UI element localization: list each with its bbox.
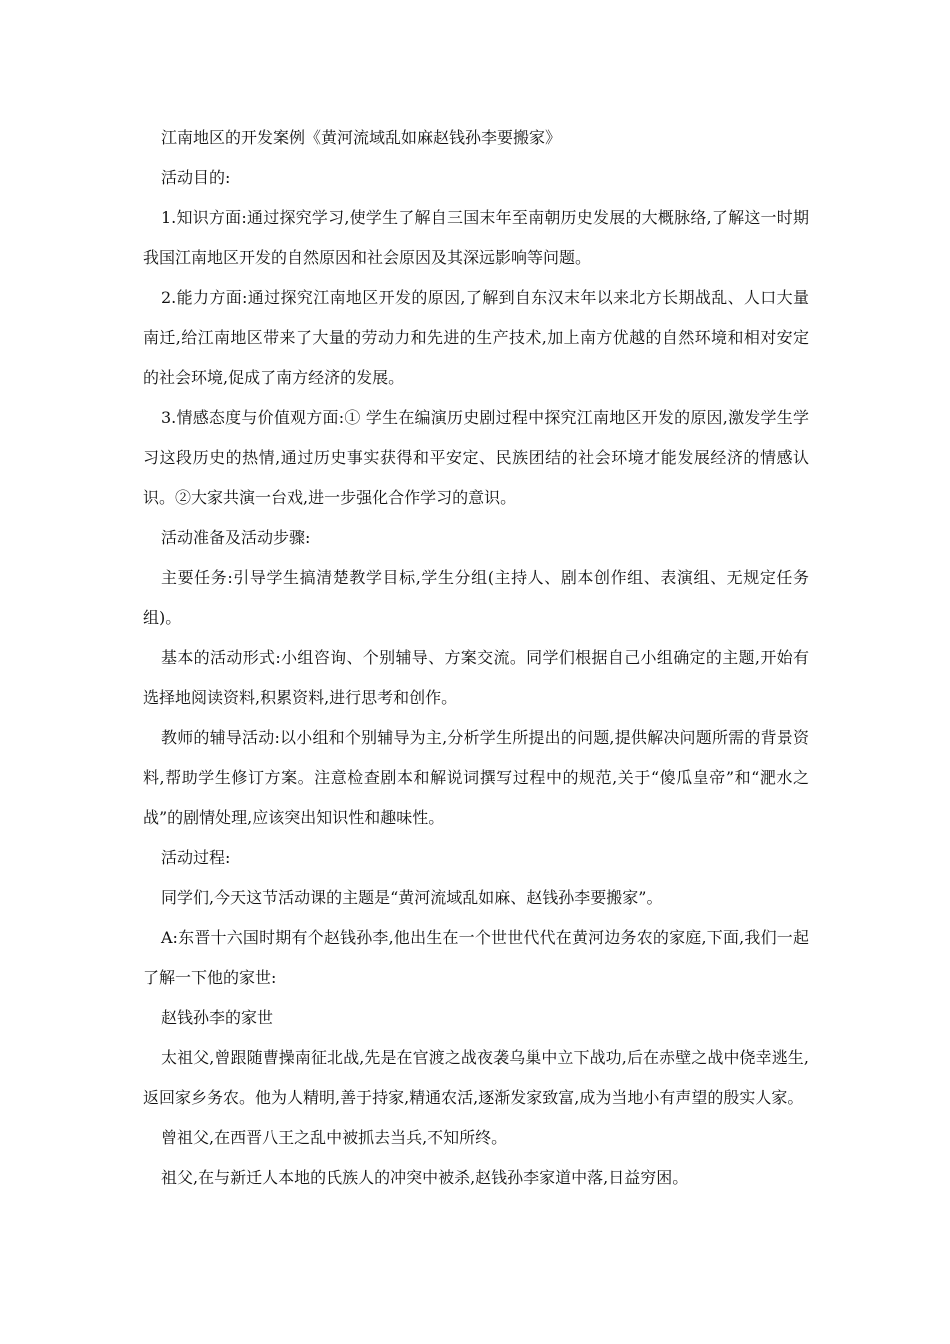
paragraph-great-great-grandfather: 太祖父,曾跟随曹操南征北战,先是在官渡之战夜袭乌巢中立下战功,后在赤壁之战中侥幸逃生,返回家乡务农。他为人精明,善于持家,精通农活,逐渐发家致富,成为当地小有声望的殷实人家。 <box>143 1048 809 1107</box>
paragraph-knowledge: 1.知识方面:通过探究学习,使学生了解自三国末年至南朝历史发展的大概脉络,了解这一时期我国江南地区开发的自然原因和社会原因及其深远影响等问题。 <box>143 208 809 267</box>
document-body <box>143 118 809 1198</box>
section-heading-family: 赵钱孙李的家世 <box>161 1008 274 1027</box>
paragraph-main-task: 主要任务:引导学生搞清楚教学目标,学生分组(主持人、剧本创作组、表演组、无规定任务组)。 <box>143 568 809 627</box>
paragraph-great-grandfather: 曾祖父,在西晋八王之乱中被抓去当兵,不知所终。 <box>161 1128 508 1147</box>
paragraph-ability: 2.能力方面:通过探究江南地区开发的原因,了解到自东汉末年以来北方长期战乱、人口大量南迁,给江南地区带来了大量的劳动力和先进的生产技术,加上南方优越的自然环境和相对安定的社会环境,促成了南方经济的发展。 <box>143 288 809 387</box>
paragraph-grandfather: 祖父,在与新迁人本地的氏族人的冲突中被杀,赵钱孙李家道中落,日益穷困。 <box>161 1168 689 1187</box>
paragraph-narrator-a: A:东晋十六国时期有个赵钱孙李,他出生在一个世世代代在黄河边务农的家庭,下面,我们一起了解一下他的家世: <box>143 928 809 987</box>
paragraph-activity-form: 基本的活动形式:小组咨询、个别辅导、方案交流。同学们根据自己小组确定的主题,开始有选择地阅读资料,积累资料,进行思考和创作。 <box>143 648 809 707</box>
paragraph-theme: 同学们,今天这节活动课的主题是“黄河流域乱如麻、赵钱孙李要搬家”。 <box>161 888 663 907</box>
section-heading-objectives: 活动目的: <box>161 168 231 187</box>
section-heading-preparation: 活动准备及活动步骤: <box>161 528 311 547</box>
paragraph-emotion: 3.情感态度与价值观方面:① 学生在编演历史剧过程中探究江南地区开发的原因,激发学生学习这段历史的热情,通过历史事实获得和平安定、民族团结的社会环境才能发展经济的情感认识。②大家共演一台戏,进一步强化合作学习的意识。 <box>143 408 809 507</box>
paragraph-teacher-guidance: 教师的辅导活动:以小组和个别辅导为主,分析学生所提出的问题,提供解决问题所需的背景资料,帮助学生修订方案。注意检查剧本和解说词撰写过程中的规范,关于“傻瓜皇帝”和“淝水之战”的剧情处理,应该突出知识性和趣味性。 <box>143 728 809 827</box>
section-heading-process: 活动过程: <box>161 848 231 867</box>
document-title: 江南地区的开发案例《黄河流域乱如麻赵钱孙李要搬家》 <box>161 128 562 147</box>
